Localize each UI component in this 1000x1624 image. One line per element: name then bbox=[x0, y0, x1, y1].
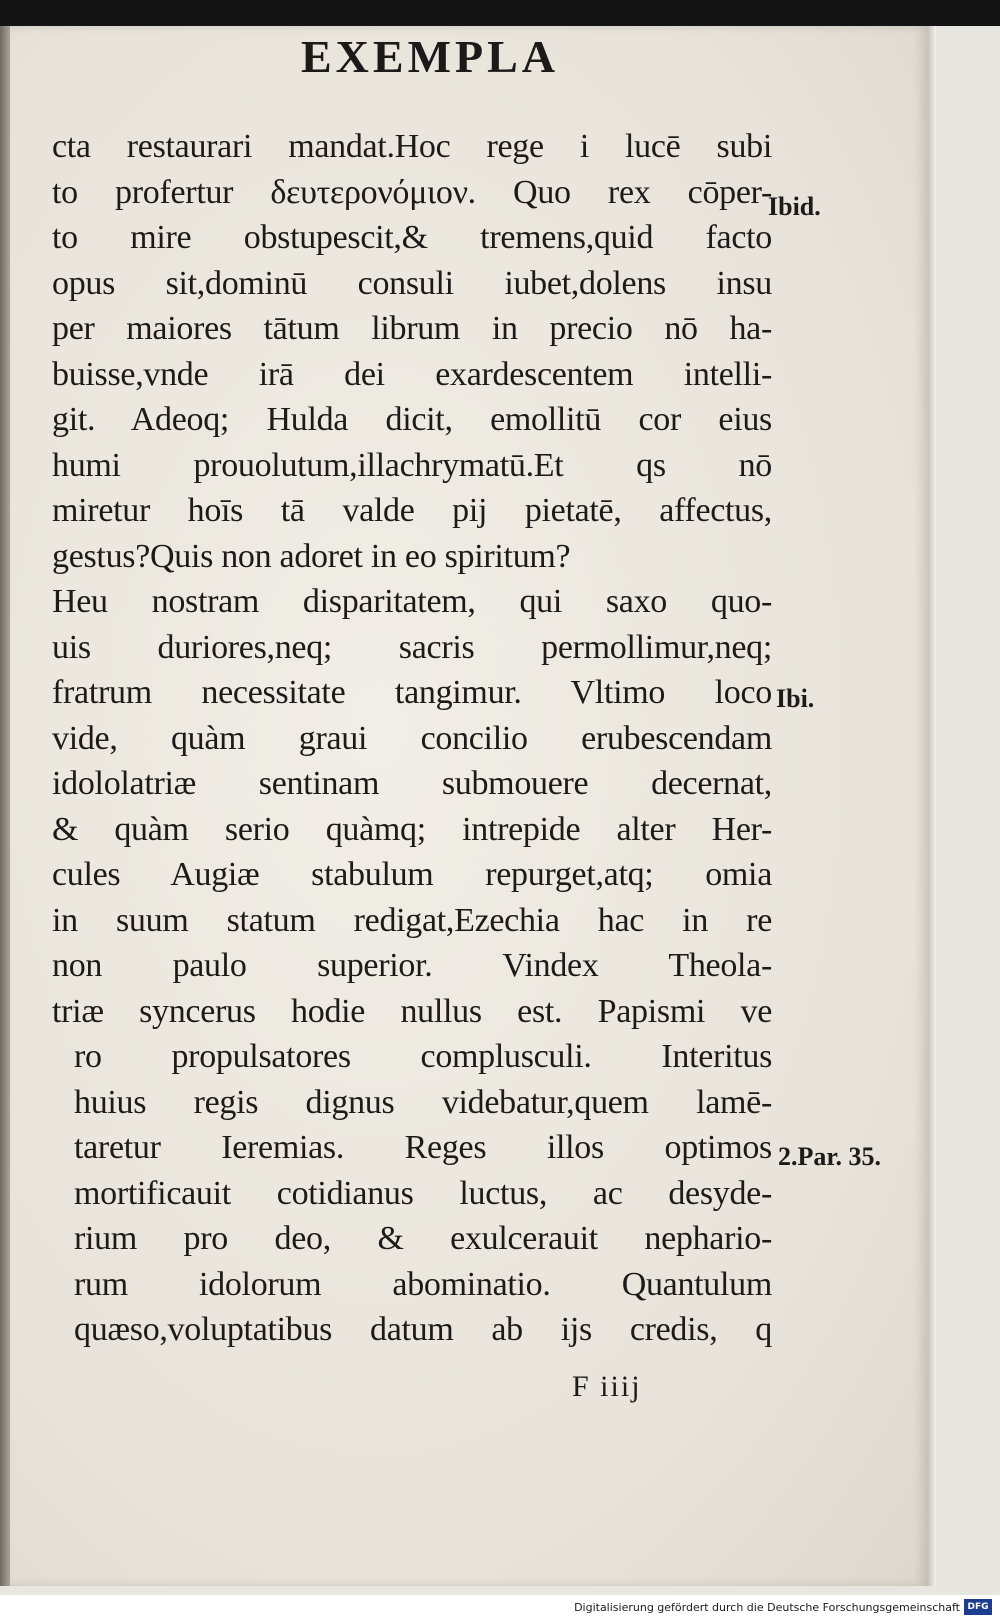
text-line: uis duriores,neq; sacris permollimur,neq; bbox=[52, 628, 772, 666]
text-line: humi prouolutum,illachrymatū.Et qs nō bbox=[52, 446, 772, 484]
text-line: to mire obstupescit,& tremens,quid facto bbox=[52, 219, 772, 256]
text-line: cta restaurari mandat.Hoc rege i lucē subi bbox=[52, 128, 772, 165]
marginal-note: Ibi. bbox=[776, 684, 815, 713]
text-line: cules Augiæ stabulum repurget,atq; omia bbox=[52, 856, 772, 893]
text-line: per maiores tātum librum in precio nō ha- bbox=[52, 310, 772, 347]
funding-credit: Digitalisierung gefördert durch die Deutsche Forschungsgemeinschaft bbox=[574, 1601, 960, 1614]
text-line: vide, quàm graui concilio erubescendam bbox=[52, 719, 772, 757]
text-line: & quàm serio quàmq; intrepide alter Her- bbox=[52, 810, 772, 848]
text-line: ro propulsatores complusculi. Interitus bbox=[74, 1038, 772, 1075]
running-head: EXEMPLA bbox=[301, 31, 559, 82]
top-border bbox=[0, 0, 1000, 26]
footer-bar bbox=[0, 1595, 1000, 1624]
text-line: fratrum necessitate tangimur. Vltimo loco bbox=[52, 674, 772, 711]
page-edge bbox=[928, 26, 936, 1586]
text-line: in suum statum redigat,Ezechia hac in re bbox=[52, 901, 772, 939]
text-line: git. Adeoq; Hulda dicit, emollitū cor eius bbox=[52, 401, 772, 438]
text-line: idololatriæ sentinam submouere decernat, bbox=[52, 765, 772, 802]
text-line: triæ syncerus hodie nullus est. Papismi ve bbox=[52, 992, 772, 1030]
body-text bbox=[52, 124, 772, 1353]
marginal-note: Ibid. bbox=[768, 192, 821, 221]
text-line: non paulo superior. Vindex Theola- bbox=[52, 947, 772, 984]
text-line: rium pro deo, & exulcerauit nephario- bbox=[74, 1220, 772, 1257]
text-line: Heu nostram disparitatem, qui saxo quo- bbox=[52, 583, 772, 620]
marginal-note: 2.Par. 35. bbox=[778, 1142, 882, 1171]
book-spine-edge bbox=[0, 26, 10, 1586]
text-line: buisse,vnde irā dei exardescentem intelli- bbox=[52, 355, 772, 393]
signature-mark: F iiij bbox=[572, 1370, 642, 1403]
text-line: gestus?Quis non adoret in eo spiritum? bbox=[52, 537, 571, 575]
text-line: to profertur δευτερονόμιον. Quo rex cōper- bbox=[52, 173, 772, 211]
text-line: miretur hoīs tā valde pij pietatē, affectus, bbox=[52, 492, 772, 529]
text-line: mortificauit cotidianus luctus, ac desyde- bbox=[74, 1174, 772, 1212]
text-line: quæso,voluptatibus datum ab ijs credis, q bbox=[74, 1311, 772, 1348]
text-line: rum idolorum abominatio. Quantulum bbox=[74, 1265, 772, 1303]
text-line: opus sit,dominū consuli iubet,dolens insu bbox=[52, 264, 772, 302]
text-line: taretur Ieremias. Reges illos optimos bbox=[74, 1129, 772, 1166]
dfg-logo-icon: DFG bbox=[964, 1599, 992, 1615]
text-line: huius regis dignus videbatur,quem lamē- bbox=[74, 1083, 772, 1121]
